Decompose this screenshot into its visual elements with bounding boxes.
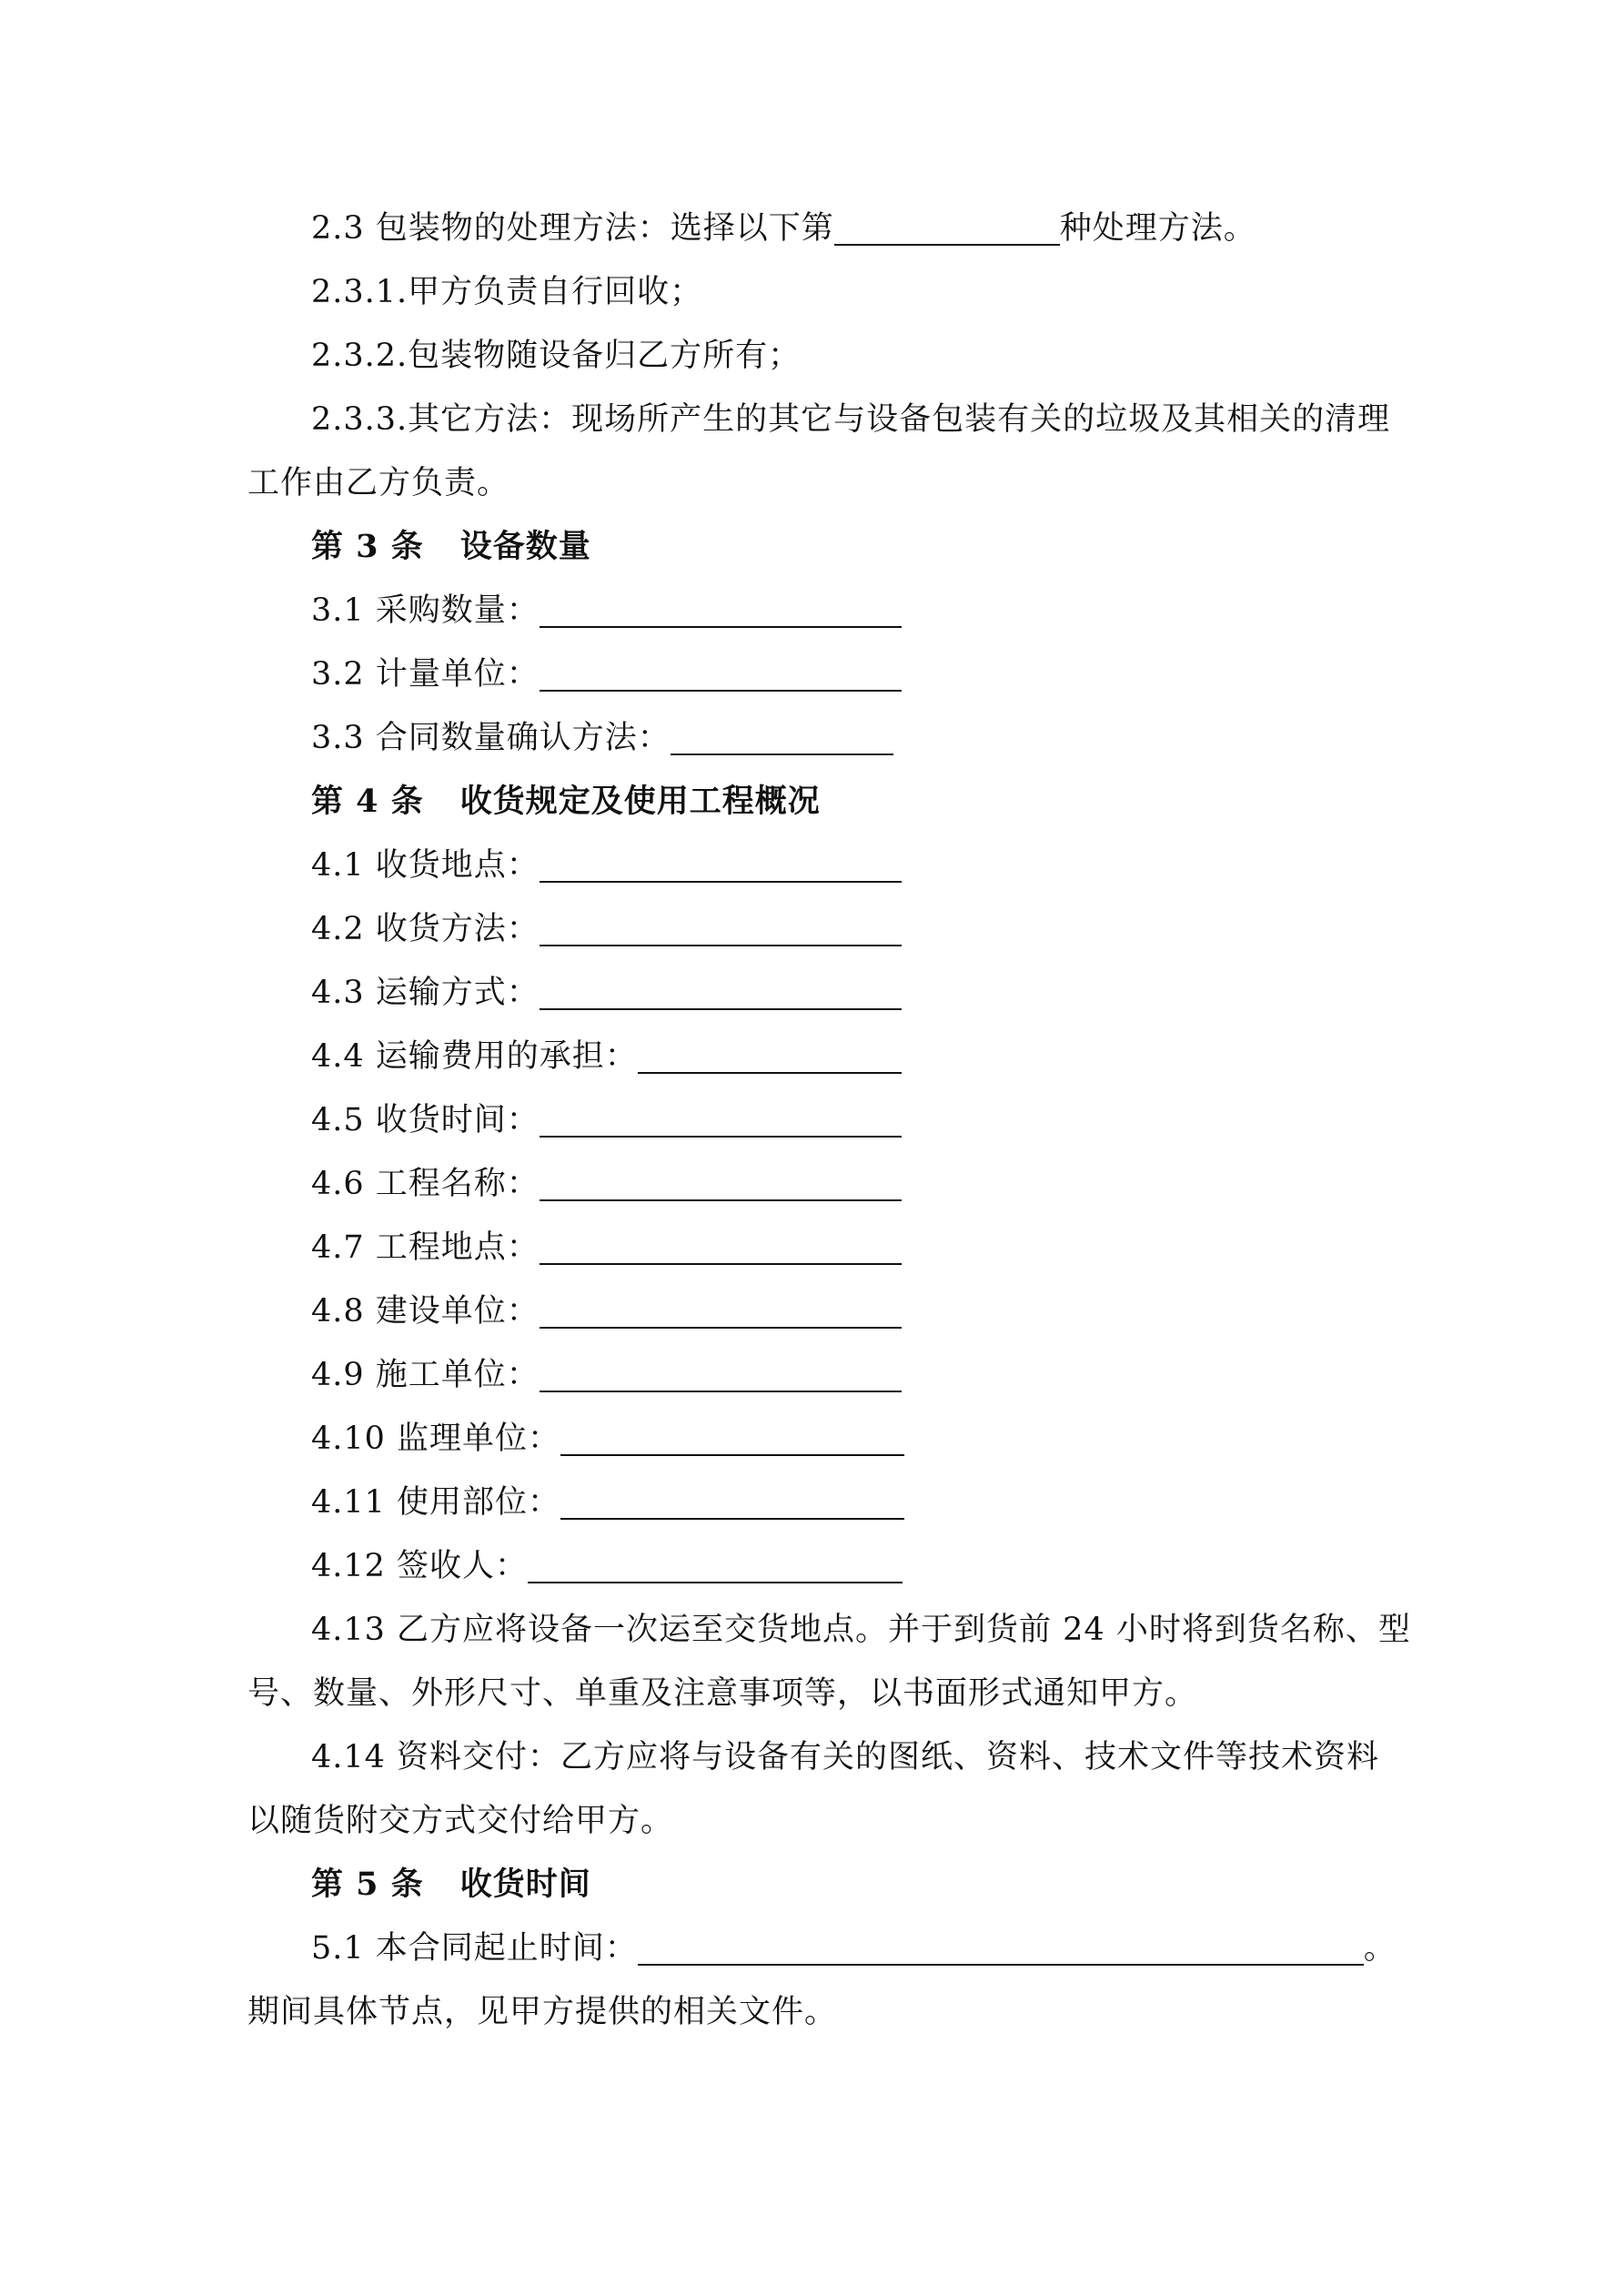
section-4-heading bbox=[311, 781, 821, 823]
clause-5-1-text: 5.1 本合同起止时间： bbox=[311, 1930, 638, 1967]
field-4-3 bbox=[311, 972, 902, 1014]
field-4-8-label: 4.8 建设单位： bbox=[311, 1293, 540, 1330]
field-4-6-label: 4.6 工程名称： bbox=[311, 1166, 540, 1202]
field-4-2-label: 4.2 收货方法： bbox=[311, 911, 540, 947]
clause-2-3-3-line1: 2.3.3.其它方法：现场所产生的其它与设备包装有关的垃圾及其相关的清理 bbox=[311, 401, 1391, 438]
field-3-3-label: 3.3 合同数量确认方法： bbox=[311, 720, 671, 756]
field-4-7-blank bbox=[540, 1230, 902, 1265]
clause-4-13-line2: 号、数量、外形尺寸、单重及注意事项等，以书面形式通知甲方。 bbox=[247, 1675, 1198, 1712]
field-3-2-blank bbox=[540, 657, 902, 692]
field-4-12-blank bbox=[528, 1549, 903, 1583]
field-4-4-blank bbox=[638, 1039, 902, 1074]
clause-2-3-1: 2.3.1.甲方负责自行回收； bbox=[311, 274, 703, 310]
field-4-3-blank bbox=[540, 976, 902, 1010]
field-3-2 bbox=[311, 653, 902, 695]
field-4-1-label: 4.1 收货地点： bbox=[311, 847, 540, 884]
field-3-1 bbox=[311, 590, 902, 632]
field-4-9-blank bbox=[540, 1358, 902, 1392]
field-3-3 bbox=[311, 717, 893, 759]
section-3-number: 第 3 条 bbox=[311, 528, 424, 565]
section-5-number: 第 5 条 bbox=[311, 1866, 424, 1903]
section-5-title: 收货时间 bbox=[459, 1866, 591, 1903]
clause-2-3-2: 2.3.2.包装物随设备归乙方所有； bbox=[311, 338, 802, 374]
section-3-title: 设备数量 bbox=[459, 528, 591, 565]
section-4-title: 收货规定及使用工程概况 bbox=[459, 783, 821, 820]
field-4-6-blank bbox=[540, 1167, 902, 1201]
clause-5-1-blank bbox=[638, 1931, 1364, 1966]
section-3-heading bbox=[311, 526, 591, 568]
field-4-10-blank bbox=[560, 1421, 904, 1456]
field-4-8-blank bbox=[540, 1294, 902, 1329]
section-5-heading bbox=[311, 1864, 591, 1906]
field-4-12 bbox=[311, 1545, 903, 1587]
field-4-4-label: 4.4 运输费用的承担： bbox=[311, 1038, 638, 1075]
field-4-10 bbox=[311, 1418, 904, 1460]
field-4-2-blank bbox=[540, 912, 902, 946]
field-4-11-label: 4.11 使用部位： bbox=[311, 1484, 561, 1521]
field-4-9 bbox=[311, 1354, 902, 1396]
field-4-5-label: 4.5 收货时间： bbox=[311, 1102, 540, 1138]
clause-5-1-line2: 期间具体节点，见甲方提供的相关文件。 bbox=[247, 1994, 838, 2030]
field-4-4 bbox=[311, 1036, 902, 1077]
clause-5-1-suffix: 。 bbox=[1363, 1930, 1397, 1967]
field-4-12-label: 4.12 签收人： bbox=[311, 1548, 529, 1584]
field-3-2-label: 3.2 计量单位： bbox=[311, 656, 540, 693]
clause-2-3 bbox=[311, 207, 1256, 249]
field-4-9-label: 4.9 施工单位： bbox=[311, 1357, 540, 1393]
field-4-8 bbox=[311, 1290, 902, 1332]
field-4-7 bbox=[311, 1227, 902, 1269]
field-4-5-blank bbox=[540, 1103, 902, 1138]
field-4-11 bbox=[311, 1482, 904, 1523]
clause-2-3-text: 2.3 包装物的处理方法：选择以下第 bbox=[311, 210, 834, 247]
field-4-1 bbox=[311, 845, 902, 886]
field-4-1-blank bbox=[540, 848, 902, 883]
clause-4-14-line2: 以随货附交方式交付给甲方。 bbox=[247, 1803, 674, 1839]
field-4-10-label: 4.10 监理单位： bbox=[311, 1421, 561, 1457]
clause-2-3-blank bbox=[834, 211, 1060, 246]
field-4-5 bbox=[311, 1099, 902, 1141]
clause-2-3-suffix: 种处理方法。 bbox=[1059, 210, 1256, 247]
field-4-6 bbox=[311, 1163, 902, 1205]
field-3-3-blank bbox=[671, 721, 893, 755]
clause-2-3-3-line2: 工作由乙方负责。 bbox=[247, 465, 510, 501]
field-3-1-label: 3.1 采购数量： bbox=[311, 592, 540, 629]
field-4-3-label: 4.3 运输方式： bbox=[311, 975, 540, 1011]
clause-5-1 bbox=[311, 1927, 1397, 1969]
field-4-2 bbox=[311, 908, 902, 950]
section-4-number: 第 4 条 bbox=[311, 783, 424, 820]
field-4-7-label: 4.7 工程地点： bbox=[311, 1229, 540, 1266]
clause-4-14-line1: 4.14 资料交付：乙方应将与设备有关的图纸、资料、技术文件等技术资料 bbox=[311, 1739, 1380, 1775]
clause-4-13-line1: 4.13 乙方应将设备一次运至交货地点。并于到货前 24 小时将到货名称、型 bbox=[311, 1612, 1411, 1648]
field-3-1-blank bbox=[540, 593, 902, 628]
field-4-11-blank bbox=[560, 1485, 904, 1520]
